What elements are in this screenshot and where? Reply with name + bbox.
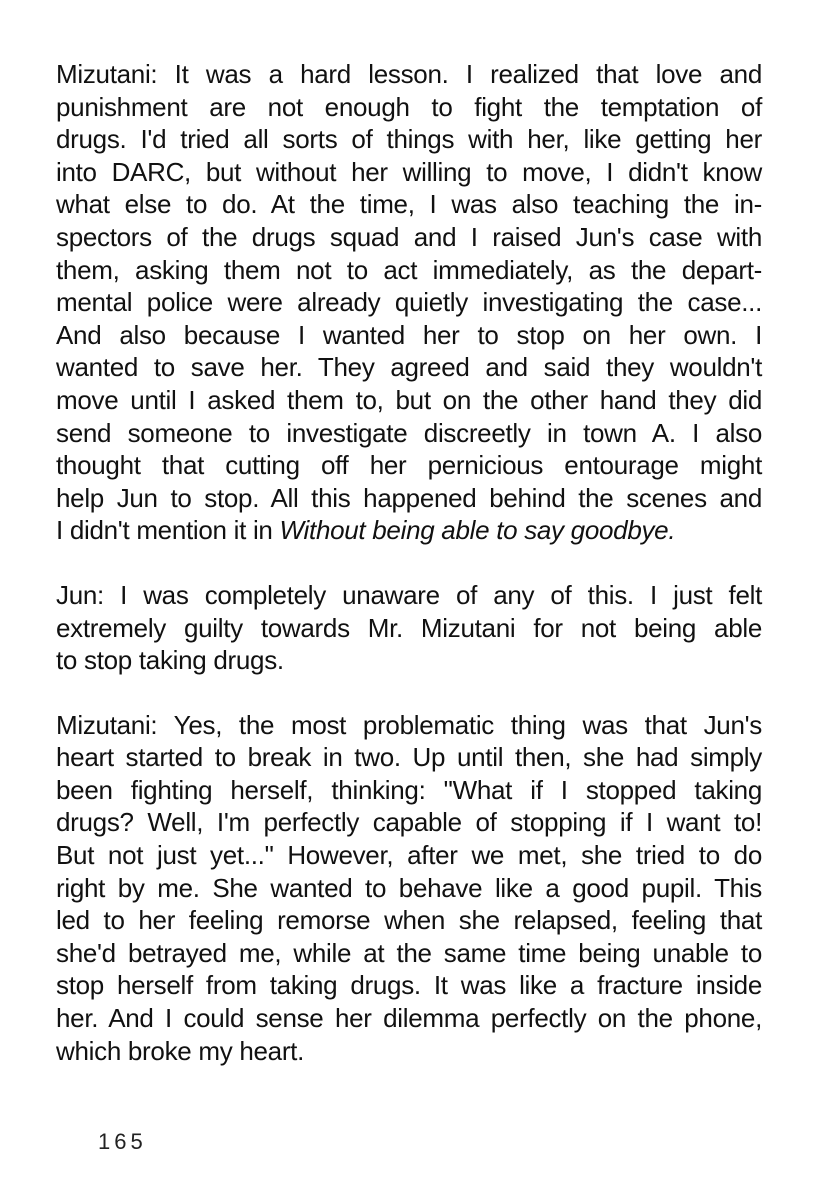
text-line: Mizutani: Yes, the most problematic thing was that Jun's <box>56 709 762 740</box>
text-line: right by me. She wanted to behave like a good pupil. This <box>56 872 762 903</box>
page-number: 165 <box>98 1129 147 1154</box>
text-line: heart started to break in two. Up until then, she had simply <box>56 742 762 773</box>
text-line: thought that cutting off her pernicious entourage might <box>56 450 762 481</box>
page-body-text <box>56 58 762 1099</box>
text-line: them, asking them not to act immediately, as the depart- <box>56 254 762 285</box>
text-line: stop herself from taking drugs. It was like a fracture inside <box>56 970 762 1001</box>
text-line: help Jun to stop. All this happened behind the scenes and <box>56 482 762 513</box>
text-line-prefix: I didn't mention it in <box>56 515 280 546</box>
text-line: mental police were already quietly investigating the case... <box>56 287 762 318</box>
text-line: been fighting herself, thinking: "What if I stopped taking <box>56 774 762 805</box>
paragraph-mizutani-1 <box>56 58 762 547</box>
text-line: she'd betrayed me, while at the same time being unable to <box>56 937 762 968</box>
text-line: drugs? Well, I'm perfectly capable of stopping if I want to! <box>56 807 762 838</box>
text-line: led to her feeling remorse when she relapsed, feeling that <box>56 905 762 936</box>
text-line: Mizutani: It was a hard lesson. I realized that love and <box>56 59 762 89</box>
text-line: wanted to save her. They agreed and said they wouldn't <box>56 352 762 383</box>
text-line: to stop taking drugs. <box>56 645 284 676</box>
text-line: And also because I wanted her to stop on her own. I <box>56 319 762 350</box>
book-title-italic: Without being able to say goodbye. <box>279 515 676 546</box>
text-line: punishment are not enough to fight the temptation of <box>56 91 762 122</box>
text-line: Jun: I was completely unaware of any of this. I just felt <box>56 579 762 610</box>
text-line: move until I asked them to, but on the other hand they did <box>56 384 762 415</box>
text-line: drugs. I'd tried all sorts of things with her, like getting her <box>56 124 762 155</box>
paragraph-jun <box>56 579 762 677</box>
text-line: her. And I could sense her dilemma perfectly on the phone, <box>56 1003 762 1034</box>
text-line: But not just yet..." However, after we met, she tried to do <box>56 840 762 871</box>
paragraph-mizutani-2 <box>56 709 762 1068</box>
text-line-with-title <box>56 514 762 547</box>
text-line: what else to do. At the time, I was also teaching the in- <box>56 189 762 220</box>
text-line: extremely guilty towards Mr. Mizutani for not being able <box>56 612 762 643</box>
text-line: send someone to investigate discreetly in town A. I also <box>56 417 762 448</box>
text-line: which broke my heart. <box>56 1035 305 1066</box>
text-line: spectors of the drugs squad and I raised Jun's case with <box>56 221 762 252</box>
text-line: into DARC, but without her willing to move, I didn't know <box>56 156 762 187</box>
